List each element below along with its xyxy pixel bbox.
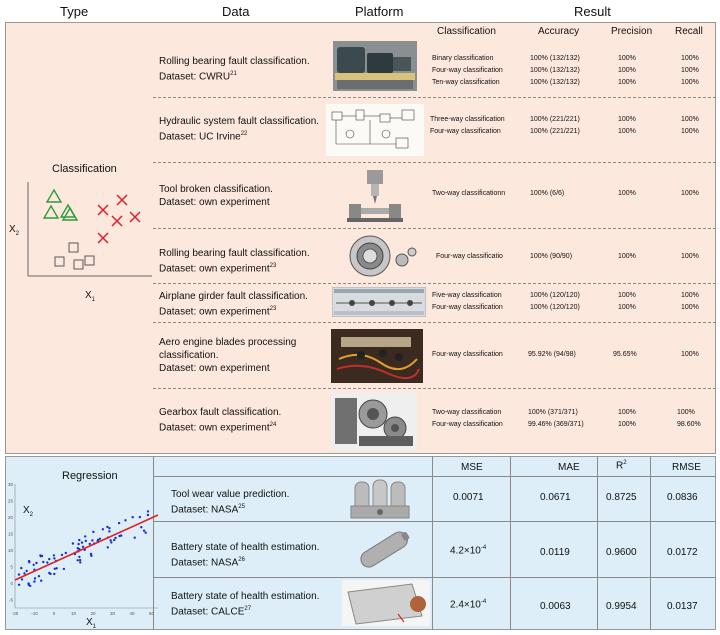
- battery-pouch-image: [342, 580, 430, 626]
- scatter-point: [99, 538, 101, 540]
- data-description: Rolling bearing fault classification. Dataset: CWRU$^{21}$: [159, 56, 310, 83]
- result-recall: 100%: [681, 351, 699, 358]
- regression-scatter-plot: [8, 478, 158, 618]
- result-mse: $4.2\times 10^{-4}$: [450, 545, 487, 557]
- scatter-point: [77, 543, 79, 545]
- scatter-point: [35, 562, 37, 564]
- data-description: Hydraulic system fault classification. Dataset: UC Irvine$^{22}$: [159, 116, 320, 143]
- square-markers: [55, 243, 94, 269]
- y-tick-label: 15: [8, 531, 13, 537]
- subheader-mae: MAE: [558, 462, 580, 473]
- scatter-point: [48, 558, 50, 560]
- scatter-point: [147, 514, 149, 516]
- column-divider: [432, 456, 433, 630]
- subheader-r2: $R^2$: [616, 460, 627, 472]
- scatter-point: [90, 555, 92, 557]
- scatter-point: [61, 554, 63, 556]
- data-description: Tool broken classification. Dataset: own experiment: [159, 184, 273, 208]
- y-tick-label: 25: [8, 498, 13, 504]
- result-precision: 100%: [618, 190, 636, 197]
- result-accuracy: 100% (90/90): [530, 253, 573, 260]
- scatter-point: [34, 577, 36, 579]
- data-description: Airplane girder fault classification. Dataset: own experiment$^{23}$: [159, 291, 308, 318]
- scatter-point: [139, 516, 141, 518]
- classification-x1-label: $X_1$: [85, 290, 96, 303]
- result-classification: Four-way classification: [432, 351, 503, 358]
- scatter-point: [79, 559, 81, 561]
- result-mae: 0.0063: [540, 601, 571, 612]
- triangle-marker: [44, 206, 58, 218]
- result-precision: 100% 100% 100%: [618, 55, 636, 86]
- scatter-point: [134, 537, 136, 539]
- bearing-test-rig-image: [333, 41, 417, 91]
- column-divider: [510, 456, 511, 630]
- scatter-point: [114, 537, 116, 539]
- y-tick-label: 30: [8, 482, 13, 487]
- result-precision: 100% 100%: [618, 292, 636, 311]
- scatter-point: [20, 567, 22, 569]
- hydraulic-schematic-image: [326, 104, 424, 156]
- scatter-point: [106, 526, 108, 528]
- scatter-point: [118, 535, 120, 537]
- result-accuracy: 100% (120/120) 100% (120/120): [530, 292, 580, 311]
- column-divider: [650, 456, 651, 630]
- result-precision: 100%: [618, 253, 636, 260]
- x-tick-label: -10: [31, 611, 38, 616]
- result-mae: 0.0671: [540, 492, 571, 503]
- scatter-point: [85, 540, 87, 542]
- scatter-point: [84, 535, 86, 537]
- regression-fit-line: [15, 515, 158, 580]
- subheader-rmse: RMSE: [672, 462, 701, 473]
- scatter-point: [124, 519, 126, 521]
- bearing-image: [336, 232, 420, 280]
- scatter-point: [18, 584, 20, 586]
- regression-row-divider: [153, 577, 716, 578]
- result-r2: 0.9954: [606, 601, 637, 612]
- result-accuracy: 100% (371/371) 99.46% (369/371): [528, 409, 584, 428]
- scatter-point: [81, 541, 83, 543]
- row-divider: [153, 162, 716, 163]
- result-classification: Four-way classificatio: [436, 253, 503, 260]
- scatter-point: [72, 542, 74, 544]
- scatter-point: [143, 530, 145, 532]
- row-divider: [153, 228, 716, 229]
- result-rmse: 0.0172: [667, 547, 698, 558]
- header-platform: Platform: [355, 4, 404, 19]
- result-r2: 0.9600: [606, 547, 637, 558]
- scatter-point: [78, 556, 80, 558]
- scatter-point: [78, 539, 80, 541]
- scatter-point: [110, 541, 112, 543]
- battery-cylinder-image: [352, 526, 418, 572]
- scatter-point: [33, 580, 35, 582]
- scatter-point: [42, 561, 44, 563]
- scatter-point: [27, 583, 29, 585]
- header-data: Data: [222, 4, 250, 19]
- result-rmse: 0.0137: [667, 601, 698, 612]
- subheader-mse: MSE: [461, 462, 483, 473]
- x-tick-label: 10: [70, 611, 77, 616]
- subheader-classification: Classification: [437, 26, 496, 37]
- gearbox-image: [331, 392, 417, 450]
- classification-illustration: [14, 180, 154, 290]
- tool-broken-platform-image: [345, 168, 405, 222]
- result-recall: 100% 100%: [681, 292, 699, 311]
- scatter-point: [147, 510, 149, 512]
- regression-x2-label: $X_2$: [23, 505, 34, 518]
- scatter-point: [108, 530, 110, 532]
- airplane-girder-image: [332, 287, 426, 317]
- scatter-point: [40, 580, 42, 582]
- x-tick-label: 50: [148, 611, 155, 616]
- scatter-point: [33, 564, 35, 566]
- result-recall: 100% 98.60%: [677, 409, 701, 428]
- scatter-point: [77, 559, 79, 561]
- scatter-point: [53, 573, 55, 575]
- scatter-point: [79, 561, 81, 563]
- scatter-point: [53, 554, 55, 556]
- aero-engine-blades-image: [331, 329, 423, 383]
- result-precision: 95.65%: [613, 351, 637, 358]
- y-tick-label: 10: [8, 548, 13, 553]
- result-accuracy: 100% (132/132) 100% (132/132) 100% (132/132): [530, 55, 580, 86]
- scatter-point: [140, 526, 142, 528]
- row-divider: [153, 283, 716, 284]
- x-tick-label: 30: [109, 611, 116, 616]
- result-rmse: 0.0836: [667, 492, 698, 503]
- scatter-point: [113, 539, 115, 541]
- scatter-point: [54, 568, 56, 570]
- scatter-point: [46, 561, 48, 563]
- cross-markers: [98, 195, 140, 243]
- result-classification: Binary classification Four-way classification Ten-way classification: [432, 55, 503, 86]
- scatter-point: [21, 578, 23, 580]
- scatter-point: [29, 585, 31, 587]
- scatter-point: [38, 575, 40, 577]
- regression-type-label: Regression: [62, 470, 118, 482]
- scatter-point: [18, 573, 20, 575]
- y-tick-label: 20: [8, 515, 13, 520]
- scatter-point: [65, 552, 67, 554]
- subheader-accuracy: Accuracy: [538, 26, 580, 37]
- subheader-precision: Precision: [611, 26, 653, 37]
- triangle-marker: [47, 190, 61, 202]
- regression-header-divider: [153, 476, 716, 477]
- result-mse: $2.4\times 10^{-4}$: [450, 599, 487, 611]
- result-classification: Two-way classificationn: [432, 190, 506, 197]
- result-classification: Five-way classification Four-way classification: [432, 292, 503, 311]
- scatter-point: [23, 572, 25, 574]
- classification-type-label: Classification: [52, 163, 117, 175]
- result-recall: 100%: [681, 190, 699, 197]
- column-divider: [597, 456, 598, 630]
- scatter-point: [102, 528, 104, 530]
- result-accuracy: 100% (221/221) 100% (221/221): [530, 116, 580, 135]
- data-description: Rolling bearing fault classification. Dataset: own experiment$^{23}$: [159, 248, 310, 275]
- data-description: Tool wear value prediction. Dataset: NASA$^{25}$: [171, 489, 290, 516]
- result-classification: Two-way classification Four-way classification: [432, 409, 503, 428]
- scatter-point: [48, 572, 50, 574]
- subheader-recall: Recall: [675, 26, 703, 37]
- result-precision: 100% 100%: [618, 116, 636, 135]
- row-divider: [153, 322, 716, 323]
- scatter-point: [77, 547, 79, 549]
- x-tick-label: 0: [52, 611, 56, 616]
- scatter-point: [82, 546, 84, 548]
- scatter-point: [108, 527, 110, 529]
- data-description: Aero engine blades processing classification. Dataset: own experiment: [159, 337, 297, 374]
- header-result: Result: [574, 4, 611, 19]
- result-mse: 0.0071: [453, 492, 484, 503]
- scatter-point: [132, 516, 134, 518]
- result-recall: 100% 100% 100%: [681, 55, 699, 86]
- tool-wear-image: [345, 478, 415, 520]
- row-divider: [153, 388, 716, 389]
- data-description: Battery state of health estimation. Dataset: NASA$^{26}$: [171, 542, 320, 569]
- data-description: Gearbox fault classification. Dataset: own experiment$^{24}$: [159, 407, 282, 434]
- scatter-point: [53, 557, 55, 559]
- data-description: Battery state of health estimation. Dataset: CALCE$^{27}$: [171, 591, 320, 618]
- result-precision: 100% 100%: [618, 409, 636, 428]
- scatter-point: [63, 568, 65, 570]
- scatter-point: [28, 561, 30, 563]
- x-tick-label: -20: [11, 611, 19, 616]
- result-r2: 0.8725: [606, 492, 637, 503]
- y-tick-label: -5: [8, 597, 13, 603]
- scatter-point: [109, 539, 111, 541]
- x-tick-label: 40: [129, 611, 135, 616]
- scatter-point: [39, 554, 41, 556]
- result-classification: Three-way classification Four-way classification: [430, 116, 505, 135]
- scatter-point: [91, 539, 93, 541]
- header-type: Type: [60, 4, 89, 19]
- scatter-point: [145, 532, 147, 534]
- y-tick-label: 0: [10, 581, 13, 586]
- row-divider: [153, 97, 716, 98]
- result-recall: 100% 100%: [681, 116, 699, 135]
- result-accuracy: 95.92% (94/98): [528, 351, 576, 358]
- regression-x1-label: $X_1$: [86, 617, 97, 630]
- scatter-point: [118, 522, 120, 524]
- result-mae: 0.0119: [540, 547, 570, 558]
- y-tick-label: 5: [10, 564, 13, 570]
- result-recall: 100%: [681, 253, 699, 260]
- scatter-point: [92, 531, 94, 533]
- scatter-point: [107, 546, 109, 548]
- classification-x2-label: $X_2$: [9, 224, 20, 237]
- x-tick-label: 20: [90, 611, 96, 616]
- result-accuracy: 100% (6/6): [530, 190, 565, 197]
- scatter-point: [26, 570, 28, 572]
- regression-row-divider: [153, 521, 716, 522]
